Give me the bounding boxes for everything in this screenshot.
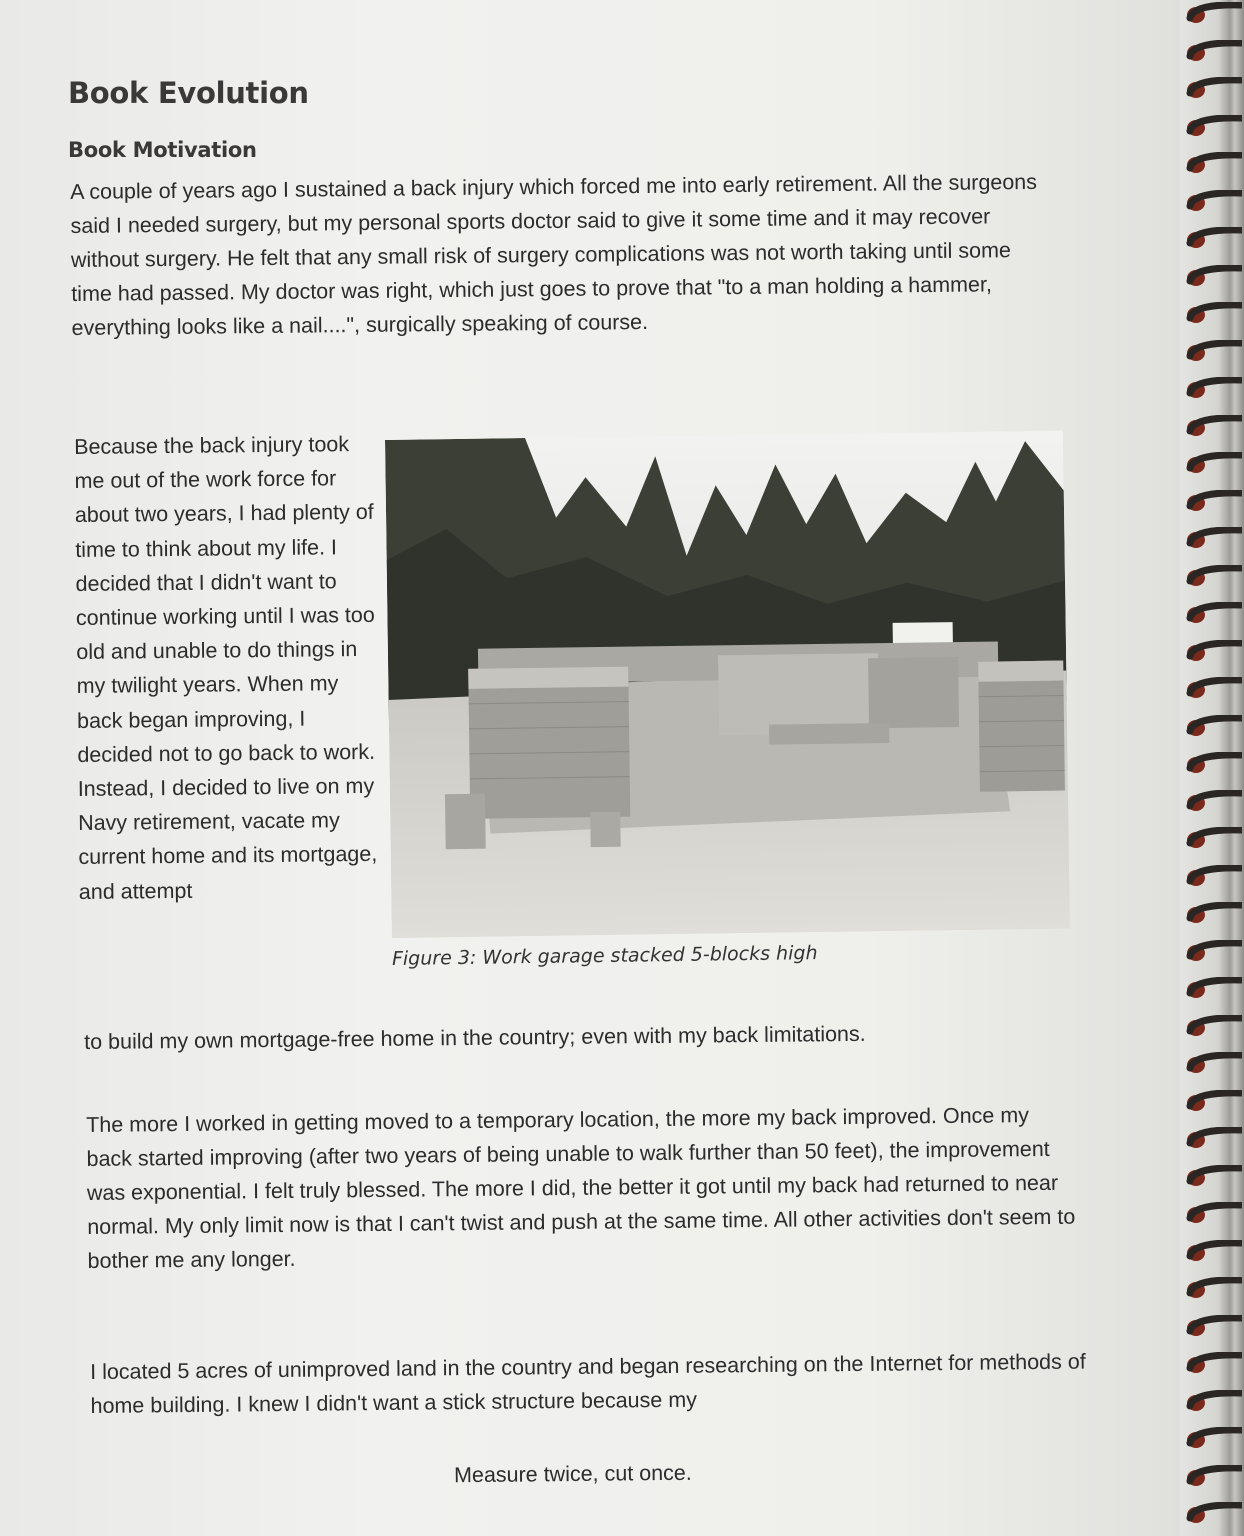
- spiral-coil-icon: [1182, 227, 1242, 249]
- spiral-coil-icon: [1182, 1240, 1242, 1262]
- paragraph-land: I located 5 acres of unimproved land in the country and began researching on the Internet for methods of home building. I knew I didn't want a stick structure because my: [90, 1349, 1086, 1418]
- spiral-coil-icon: [1182, 1427, 1242, 1449]
- spiral-coil-icon: [1182, 490, 1242, 512]
- spiral-coil-icon: [1182, 940, 1242, 962]
- spiral-coil-icon: [1182, 1390, 1242, 1412]
- paragraph-wrapped-continued: to build my own mortgage-free home in the country; even with my back limitations.: [84, 1021, 866, 1054]
- spiral-coil-icon: [1182, 527, 1242, 549]
- spiral-coil-icon: [1182, 40, 1242, 62]
- spiral-coil-icon: [1182, 977, 1242, 999]
- page-heading: Book Evolution: [68, 76, 309, 110]
- spiral-coil-icon: [1182, 265, 1242, 287]
- spiral-coil-icon: [1182, 152, 1242, 174]
- spiral-coil-icon: [1182, 302, 1242, 324]
- paragraph-wrapped-text: Because the back injury took me out of the work force for about two years, I had plenty of time to think about my life. I decided that I didn't want to continue working until I was too old and unable to do things in my twilight years. When my back began improving, I decided not to go back to work. Instead, I decided to live on my Navy retirement, vacate my current home and its mortgage, and attempt: [74, 432, 378, 904]
- paragraph-recovery: The more I worked in getting moved to a temporary location, the more my back improved. Once my back started improving (after two years of being unable to walk further than 50 feet), the improvement was exponential. I felt truly blessed. The more I did, the better it got until my back had returned to near normal. My only limit now is that I can't twist and push at the same time. All other activities don't seem to bother me any longer.: [86, 1103, 1076, 1273]
- spiral-coil-icon: [1182, 640, 1242, 662]
- spiral-coil-icon: [1182, 1315, 1242, 1337]
- spiral-coil-icon: [1182, 1127, 1242, 1149]
- spiral-coil-icon: [1182, 1015, 1242, 1037]
- spiral-coil-icon: [1182, 115, 1242, 137]
- page-footer: Measure twice, cut once.: [453, 1460, 692, 1488]
- spiral-coil-icon: [1182, 902, 1242, 924]
- section-subheading: Book Motivation: [68, 138, 257, 162]
- spiral-coil-icon: [1182, 2, 1242, 24]
- spiral-coil-icon: [1182, 865, 1242, 887]
- spiral-coil-icon: [1182, 790, 1242, 812]
- spiral-coil-icon: [1182, 1465, 1242, 1487]
- spiral-coil-icon: [1182, 677, 1242, 699]
- figure-caption: Figure 3: Work garage stacked 5-blocks high: [391, 942, 818, 970]
- spiral-coil-icon: [1182, 415, 1242, 437]
- spiral-coil-icon: [1182, 1165, 1242, 1187]
- spiral-coil-icon: [1182, 1052, 1242, 1074]
- garage-blocks-photo: [385, 431, 1070, 938]
- spiral-coil-icon: [1182, 1202, 1242, 1224]
- spiral-binding: [1180, 0, 1244, 1536]
- spiral-coil-icon: [1182, 377, 1242, 399]
- spiral-coil-icon: [1182, 602, 1242, 624]
- spiral-coil-icon: [1182, 1352, 1242, 1374]
- spiral-coil-icon: [1182, 1090, 1242, 1112]
- paragraph-intro: A couple of years ago I sustained a back injury which forced me into early retirement. All the surgeons said I needed surgery, but my personal sports doctor said to give it some time and it may recover without surgery. He felt that any small risk of surgery complications was not worth taking until some time had passed. My doctor was right, which just goes to prove that "to a man holding a hammer, everything looks like a nail....", surgically speaking of course.: [70, 169, 1038, 340]
- spiral-coil-icon: [1182, 752, 1242, 774]
- figure-photo: [385, 431, 1070, 938]
- spiral-coil-icon: [1182, 1277, 1242, 1299]
- spiral-coil-icon: [1182, 715, 1242, 737]
- spiral-coil-icon: [1182, 1502, 1242, 1524]
- spiral-coil-icon: [1182, 190, 1242, 212]
- spiral-coil-icon: [1182, 452, 1242, 474]
- spiral-coil-icon: [1182, 77, 1242, 99]
- spiral-coil-icon: [1182, 827, 1242, 849]
- spiral-coil-icon: [1182, 340, 1242, 362]
- spiral-coil-icon: [1182, 565, 1242, 587]
